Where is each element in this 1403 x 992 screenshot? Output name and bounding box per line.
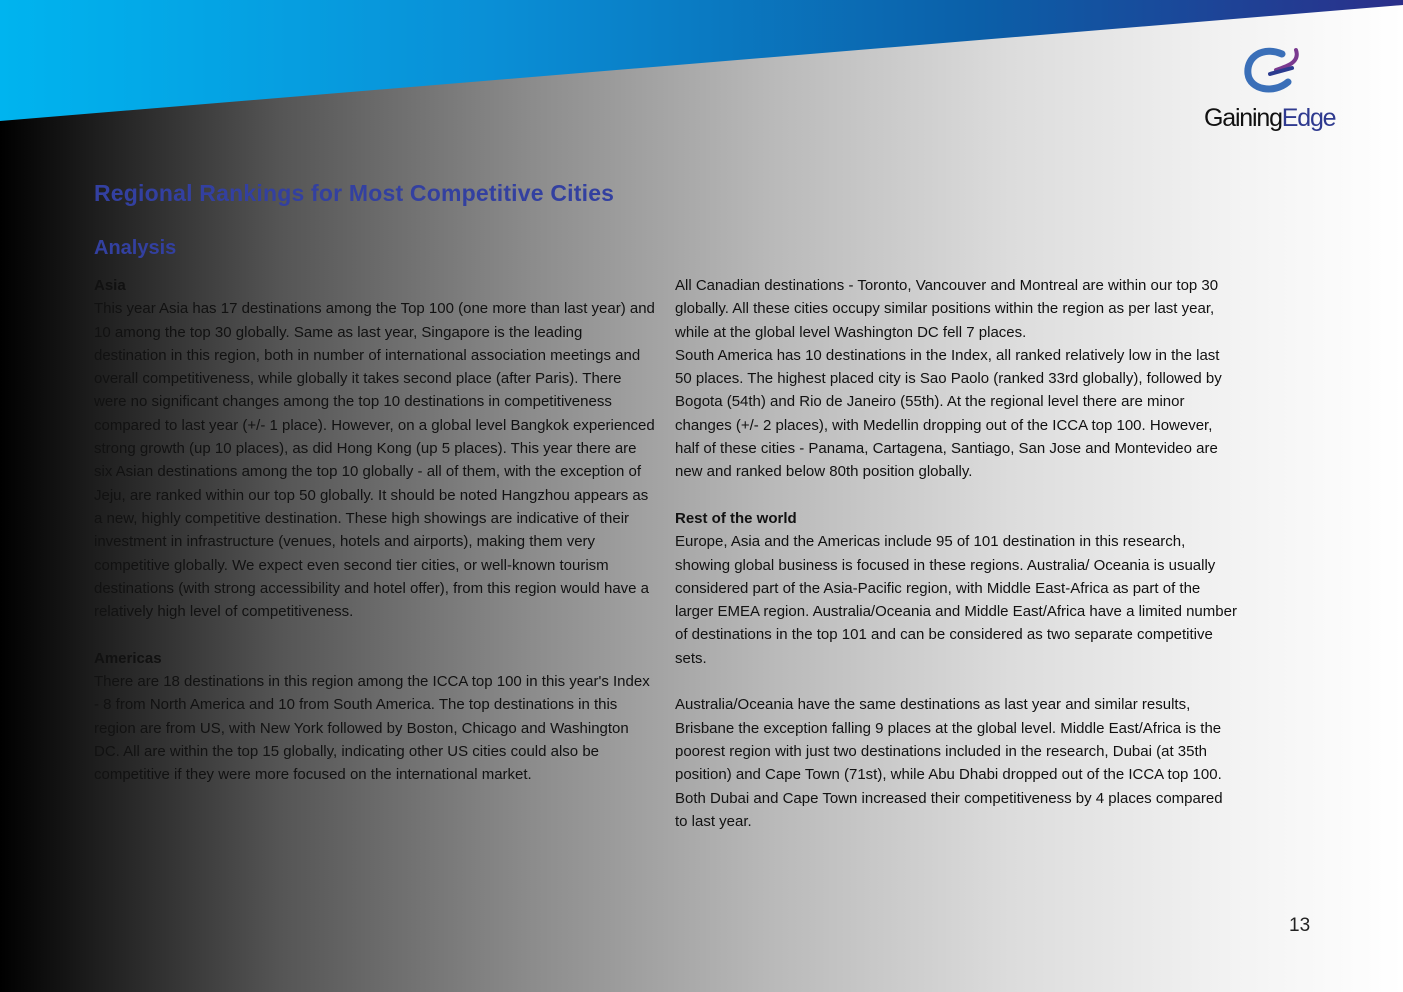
section-subtitle: Analysis xyxy=(94,237,177,259)
rest-of-world-paragraph-1: Europe, Asia and the Americas include 95 of 101 destination in this research, showing global business is focused in these regions. Australia/ Oceania is usually considered part of the Asia-Pacific region, with Middle East-Africa as part of the larger EMEA region. Australia/Oceania and Middle East/Africa have a limited number of destinations in the top 101 and can be considered as two separate competitive sets. xyxy=(675,533,1237,667)
logo-swirl-icon xyxy=(1196,44,1356,106)
left-column xyxy=(94,274,656,787)
rest-of-world-heading: Rest of the world xyxy=(675,509,797,527)
right-column xyxy=(675,274,1237,833)
south-america-paragraph: South America has 10 destinations in the Index, all ranked relatively low in the last 50 places. The highest placed city is Sao Paolo (ranked 33rd globally), followed by Bogota (54th) and Rio de Janeiro (55th). At the regional level there are minor changes (+/- 2 places), with Medellin dropping out of the ICCA top 100. However, half of these cities - Panama, Cartagena, Santiago, San Jose and Montevideo are new and ranked below 80th position globally. xyxy=(675,346,1222,481)
asia-paragraph: This year Asia has 17 destinations among the Top 100 (one more than last year) and 10 among the top 30 globally. Same as last year, Singapore is the leading destination in this region, both in number of international association meetings and overall competitiveness, while globally it takes second place (after Paris). There were no significant changes among the top 10 destinations in competitiveness compared to last year (+/- 1 place). However, on a global level Bangkok experienced strong growth (up 10 places), as did Hong Kong (up 5 places). This year there are six Asian destinations among the top 10 globally - all of them, with the exception of Jeju, are ranked within our top 50 globally. It should be noted Hangzhou appears as a new, highly competitive destination. These high showings are indicative of their investment in infrastructure (venues, hotels and airports), making them very competitive globally. We expect even second tier cities, or well-known tourism destinations (with strong accessibility and hotel offer), from this region would have a relatively high level of competitiveness. xyxy=(94,300,655,621)
logo-word-edge: Edge xyxy=(1281,104,1336,132)
gainingedge-logo xyxy=(1196,44,1356,139)
canada-paragraph: All Canadian destinations - Toronto, Vancouver and Montreal are within our top 30 globally. All these cities occupy similar positions within the region as per last year, while at the global level Washington DC fell 7 places. xyxy=(675,277,1219,341)
rest-of-world-paragraph-2: Australia/Oceania have the same destinations as last year and similar results, Brisbane the exception falling 9 places at the global level. Middle East/Africa is the poorest region with just two destinations included in the research, Dubai (at 35th position) and Cape Town (71st), while Abu Dhabi dropped out of the ICCA top 100. Both Dubai and Cape Town increased their competitiveness by 4 places compared to last year. xyxy=(675,696,1223,830)
header-banner xyxy=(0,0,1403,125)
page-number: 13 xyxy=(1289,915,1311,936)
asia-heading: Asia xyxy=(94,277,126,294)
americas-paragraph: There are 18 destinations in this region among the ICCA top 100 in this year's Index - 8 from North America and 10 from South America. The top destinations in this region are from US, with New York followed by Boston, Chicago and Washington DC. All are within the top 15 globally, indicating other US cities could also be competitive if they were more focused on the international market. xyxy=(94,673,650,784)
americas-heading: Americas xyxy=(94,649,162,667)
page-title: Regional Rankings for Most Competitive Cities xyxy=(94,180,615,206)
logo-word-gaining: Gaining xyxy=(1204,104,1282,132)
logo-wordmark xyxy=(1204,104,1335,133)
